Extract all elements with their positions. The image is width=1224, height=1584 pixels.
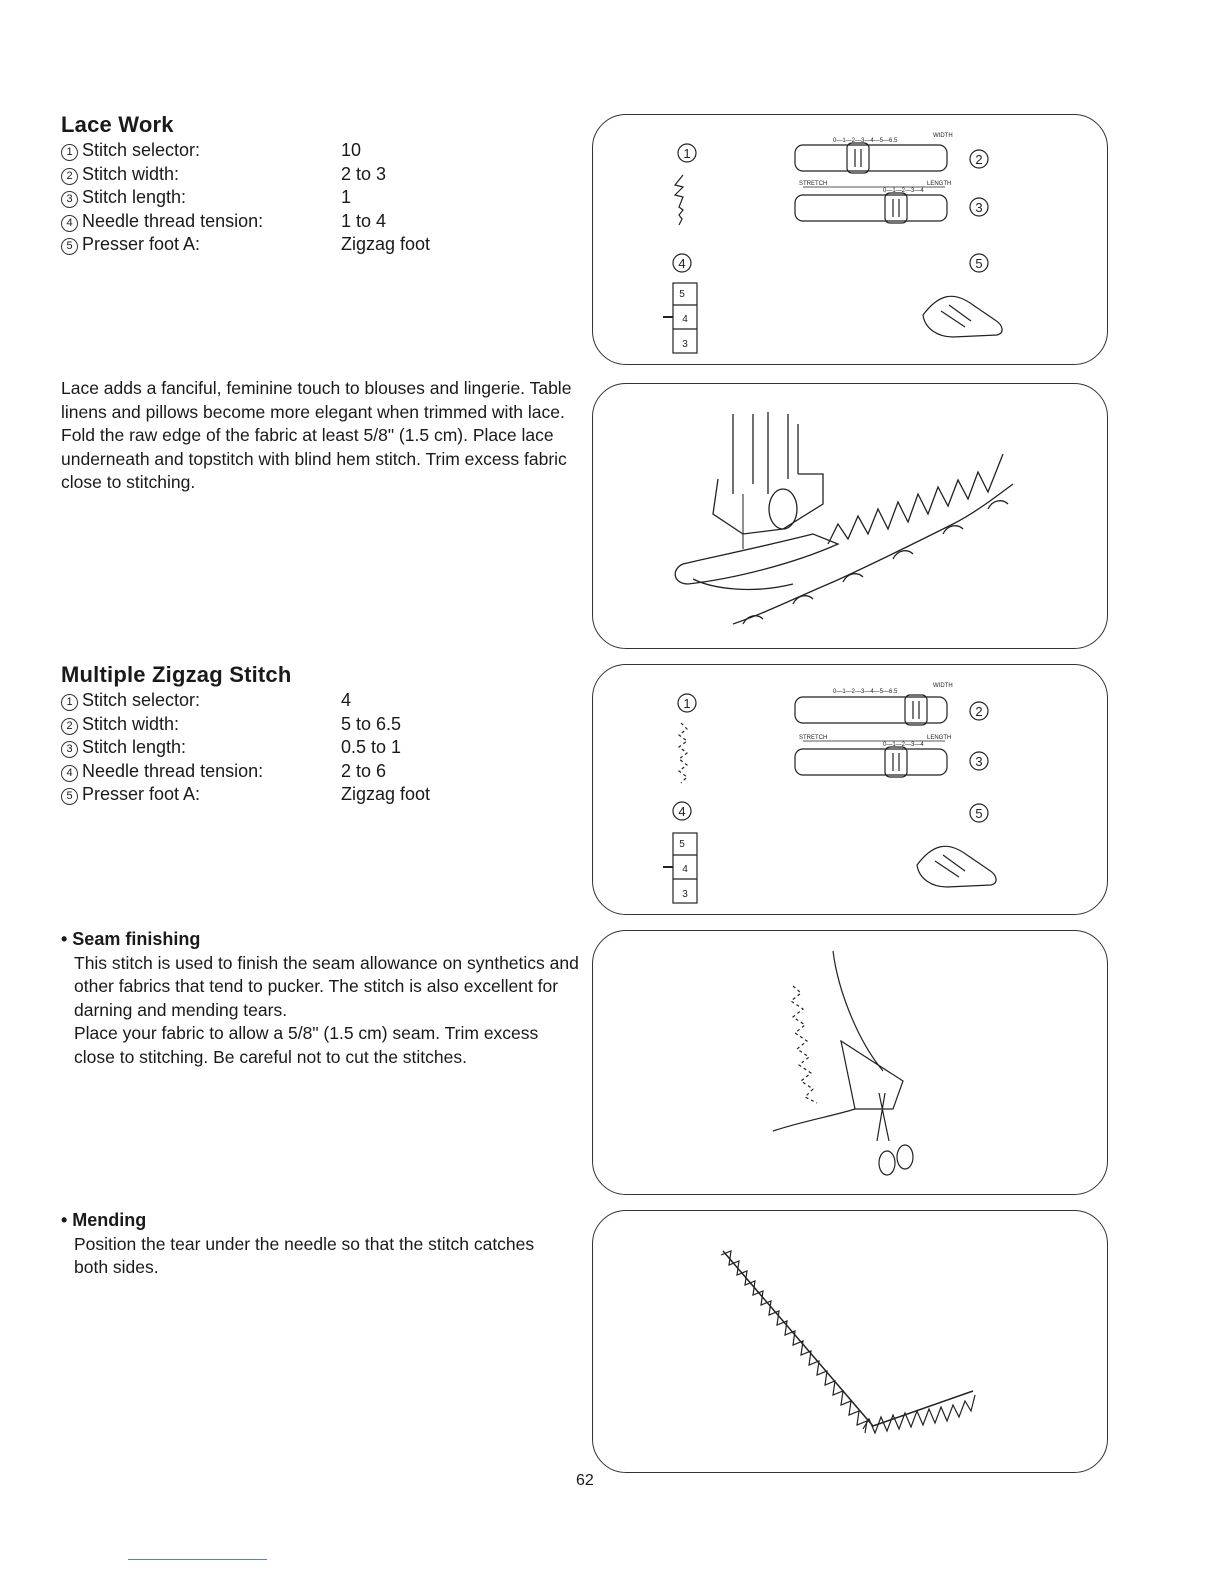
callout-1-label: 1 [683,146,691,161]
number-3-icon: 3 [61,741,78,758]
length-scale: 0—1—2—3—4 [883,742,924,748]
number-1-icon: 1 [61,144,78,161]
callout-2-label: 2 [975,152,983,167]
callout-3-label: 3 [975,754,983,769]
seam-finishing-text-2: Place your fabric to allow a 5/8" (1.5 cm) seam. Trim excess close to stitching. Be careful not to cut the stitches. [74,1023,539,1067]
width-slider-icon [795,697,947,723]
seam-finishing-title: • Seam finishing [61,929,201,949]
callout-5-label: 5 [975,806,983,821]
setting-label: Needle thread tension: [82,760,264,781]
scissors-blades-icon [877,1093,889,1141]
stretch-caption: STRETCH [799,181,828,187]
number-4-icon: 4 [61,215,78,232]
footer-rule [128,1559,267,1560]
setting-row [61,783,561,807]
setting-label: Stitch width: [82,163,180,184]
zigzag-settings-diagram [592,664,1108,915]
setting-value: Zigzag foot [341,234,431,254]
callout-3-label: 3 [975,200,983,215]
setting-label: Presser foot A: [82,784,201,804]
setting-row [61,760,561,784]
setting-value: 5 to 6.5 [341,713,402,734]
zigzag-foot-icon [923,296,1002,337]
presser-foot-lace-graphic [593,384,1107,648]
width-caption: WIDTH [933,683,953,689]
length-slider-icon [795,749,947,775]
setting-value: 4 [341,690,352,710]
tension-4: 4 [682,314,688,325]
blind-hem-line-icon [828,454,1003,544]
setting-label: Stitch length: [82,187,187,207]
seam-finishing-illustration [592,930,1108,1195]
settings-diagram-graphic [593,665,1107,914]
callout-4-label: 4 [678,804,686,819]
setting-row [61,689,561,713]
callout-2-label: 2 [975,704,983,719]
mending-title: • Mending [61,1210,147,1230]
length-knob-icon [885,747,907,777]
multiple-zigzag-title: Multiple Zigzag Stitch [61,662,292,687]
tension-3: 3 [682,339,688,350]
needle-bar-icon [733,412,798,494]
number-4-icon: 4 [61,765,78,782]
setting-value: 10 [341,140,362,160]
lace-work-settings [61,139,561,257]
setting-row [61,210,561,234]
multiple-zigzag-settings [61,689,561,807]
page-number: 62 [576,1472,594,1489]
lace-work-description [61,377,576,495]
setting-value: Zigzag foot [341,784,431,804]
setting-value: 2 to 3 [341,163,387,184]
tension-5: 5 [679,839,685,850]
multiple-zigzag-stitch-icon [679,723,687,783]
setting-row [61,186,561,210]
number-1-icon: 1 [61,694,78,711]
number-3-icon: 3 [61,191,78,208]
number-2-icon: 2 [61,718,78,735]
mending-zigzag-upper-icon [721,1251,867,1433]
tear-line-icon [723,1251,973,1426]
setting-label: Stitch width: [82,713,180,734]
number-2-icon: 2 [61,168,78,185]
width-scale: 0—1—2—3—4—5—6.5 [833,689,898,695]
stretch-caption: STRETCH [799,735,828,741]
lace-paragraph-1: Lace adds a fanciful, feminine touch to blouses and lingerie. Table linens and pillows become more elegant when trimmed with lace. [61,378,572,422]
width-scale: 0—1—2—3—4—5—6.5 [833,138,898,144]
setting-value: 1 [341,187,352,207]
mending-section [61,1209,541,1280]
callout-1-label: 1 [683,696,691,711]
blind-hem-stitch-icon [675,175,683,225]
lace-work-title: Lace Work [61,112,174,137]
callout-5-label: 5 [975,256,983,271]
lace-sewing-illustration [592,383,1108,649]
number-5-icon: 5 [61,238,78,255]
trimmed-fabric-icon [841,1041,903,1109]
setting-label: Stitch length: [82,737,187,757]
setting-row [61,163,561,187]
tension-4: 4 [682,864,688,875]
seam-line-icon [773,1109,855,1131]
scissors-handle-icon [879,1151,895,1175]
width-caption: WIDTH [933,133,953,139]
multiple-zigzag-seam-icon [791,986,817,1103]
setting-value: 0.5 to 1 [341,737,402,757]
setting-row [61,139,561,163]
setting-label: Stitch selector: [82,690,201,710]
callout-4-label: 4 [678,256,686,271]
settings-diagram-graphic [593,115,1107,364]
length-caption: LENGTH [927,181,952,187]
setting-row [61,713,561,737]
lace-settings-diagram [592,114,1108,365]
mended-tear-graphic [593,1211,1107,1472]
width-slider-icon [795,145,947,171]
seam-finishing-text-1: This stitch is used to finish the seam allowance on synthetics and other fabrics that tend to pucker. The stitch is also excellent for darning and mending tears. [74,952,579,1020]
seam-finishing-section [61,928,581,1069]
length-caption: LENGTH [927,735,952,741]
setting-value: 2 to 6 [341,760,387,781]
setting-value: 1 to 4 [341,210,387,231]
length-scale: 0—1—2—3—4 [883,188,924,194]
zigzag-foot-icon [917,846,996,887]
lace-edge-icon [733,484,1013,624]
mending-zigzag-lower-icon [863,1395,975,1433]
tension-3: 3 [682,889,688,900]
setting-label: Stitch selector: [82,140,201,160]
width-knob-icon [847,143,869,173]
length-slider-icon [795,195,947,221]
setting-label: Presser foot A: [82,234,201,254]
tension-5: 5 [679,289,685,300]
number-5-icon: 5 [61,788,78,805]
seam-trim-graphic [593,931,1107,1194]
mending-text: Position the tear under the needle so that the stitch catches both sides. [74,1233,535,1277]
setting-row [61,736,561,760]
setting-label: Needle thread tension: [82,210,264,231]
width-knob-icon [905,695,927,725]
setting-row [61,233,561,257]
mending-illustration [592,1210,1108,1473]
lace-paragraph-2: Fold the raw edge of the fabric at least 5/8" (1.5 cm). Place lace underneath and topstitch with blind hem stitch. Trim excess fabric close to stitching. [61,425,567,492]
length-knob-icon [885,193,907,223]
zigzag-foot-icon [675,534,838,584]
fabric-edge-icon [833,951,883,1071]
